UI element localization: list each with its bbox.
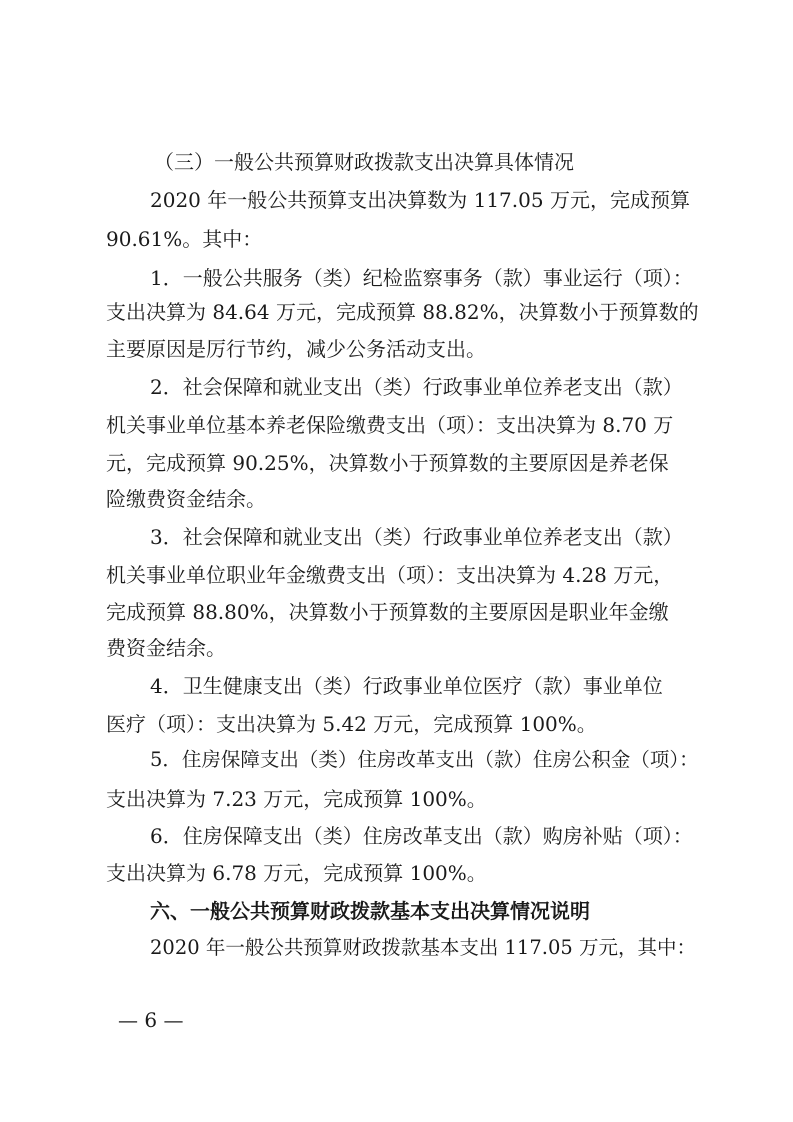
- paragraph-line: 6．住房保障支出（类）住房改革支出（款）购房补贴（项）：: [150, 824, 693, 848]
- paragraph-line: 2020 年一般公共预算财政拨款基本支出 117.05 万元，其中：: [150, 936, 696, 959]
- paragraph-line: 机关事业单位基本养老保险缴费支出（项）：支出决算为 8.70 万: [106, 413, 674, 437]
- paragraph-line: 支出决算为 84.64 万元，完成预算 88.82%，决算数小于预算数的: [106, 300, 699, 324]
- subheading-text: （三）一般公共预算财政拨款支出决算具体情况: [154, 150, 574, 174]
- paragraph-line: 4．卫生健康支出（类）行政事业单位医疗（款）事业单位: [150, 674, 663, 698]
- paragraph-line: 完成预算 88.80%，决算数小于预算数的主要原因是职业年金缴: [106, 600, 669, 624]
- paragraph-line: 医疗（项）：支出决算为 5.42 万元，完成预算 100%。: [106, 712, 597, 736]
- paragraph-line: 1．一般公共服务（类）纪检监察事务（款）事业运行（项）：: [150, 266, 693, 290]
- page-number: — 6 —: [118, 1008, 184, 1032]
- paragraph-line: 2020 年一般公共预算支出决算数为 117.05 万元，完成预算: [150, 188, 690, 212]
- paragraph-line: 支出决算为 7.23 万元，完成预算 100%。: [106, 787, 487, 811]
- paragraph-line: 3．社会保障和就业支出（类）行政事业单位养老支出（款）: [150, 525, 683, 549]
- paragraph-line: 险缴费资金结余。: [106, 487, 266, 511]
- paragraph-line: 主要原因是厉行节约，减少公务活动支出。: [106, 337, 486, 361]
- section-heading: 六、一般公共预算财政拨款基本支出决算情况说明: [150, 899, 590, 923]
- paragraph-line: 90.61%。其中：: [106, 227, 263, 251]
- paragraph-line: 机关事业单位职业年金缴费支出（项）：支出决算为 4.28 万元，: [106, 563, 674, 587]
- paragraph-line: 费资金结余。: [106, 636, 226, 660]
- paragraph-line: 5．住房保障支出（类）住房改革支出（款）住房公积金（项）：: [150, 748, 699, 771]
- paragraph-line: 2．社会保障和就业支出（类）行政事业单位养老支出（款）: [150, 375, 683, 399]
- paragraph-line: 元，完成预算 90.25%，决算数小于预算数的主要原因是养老保: [106, 451, 669, 475]
- paragraph-line: 支出决算为 6.78 万元，完成预算 100%。: [106, 861, 487, 885]
